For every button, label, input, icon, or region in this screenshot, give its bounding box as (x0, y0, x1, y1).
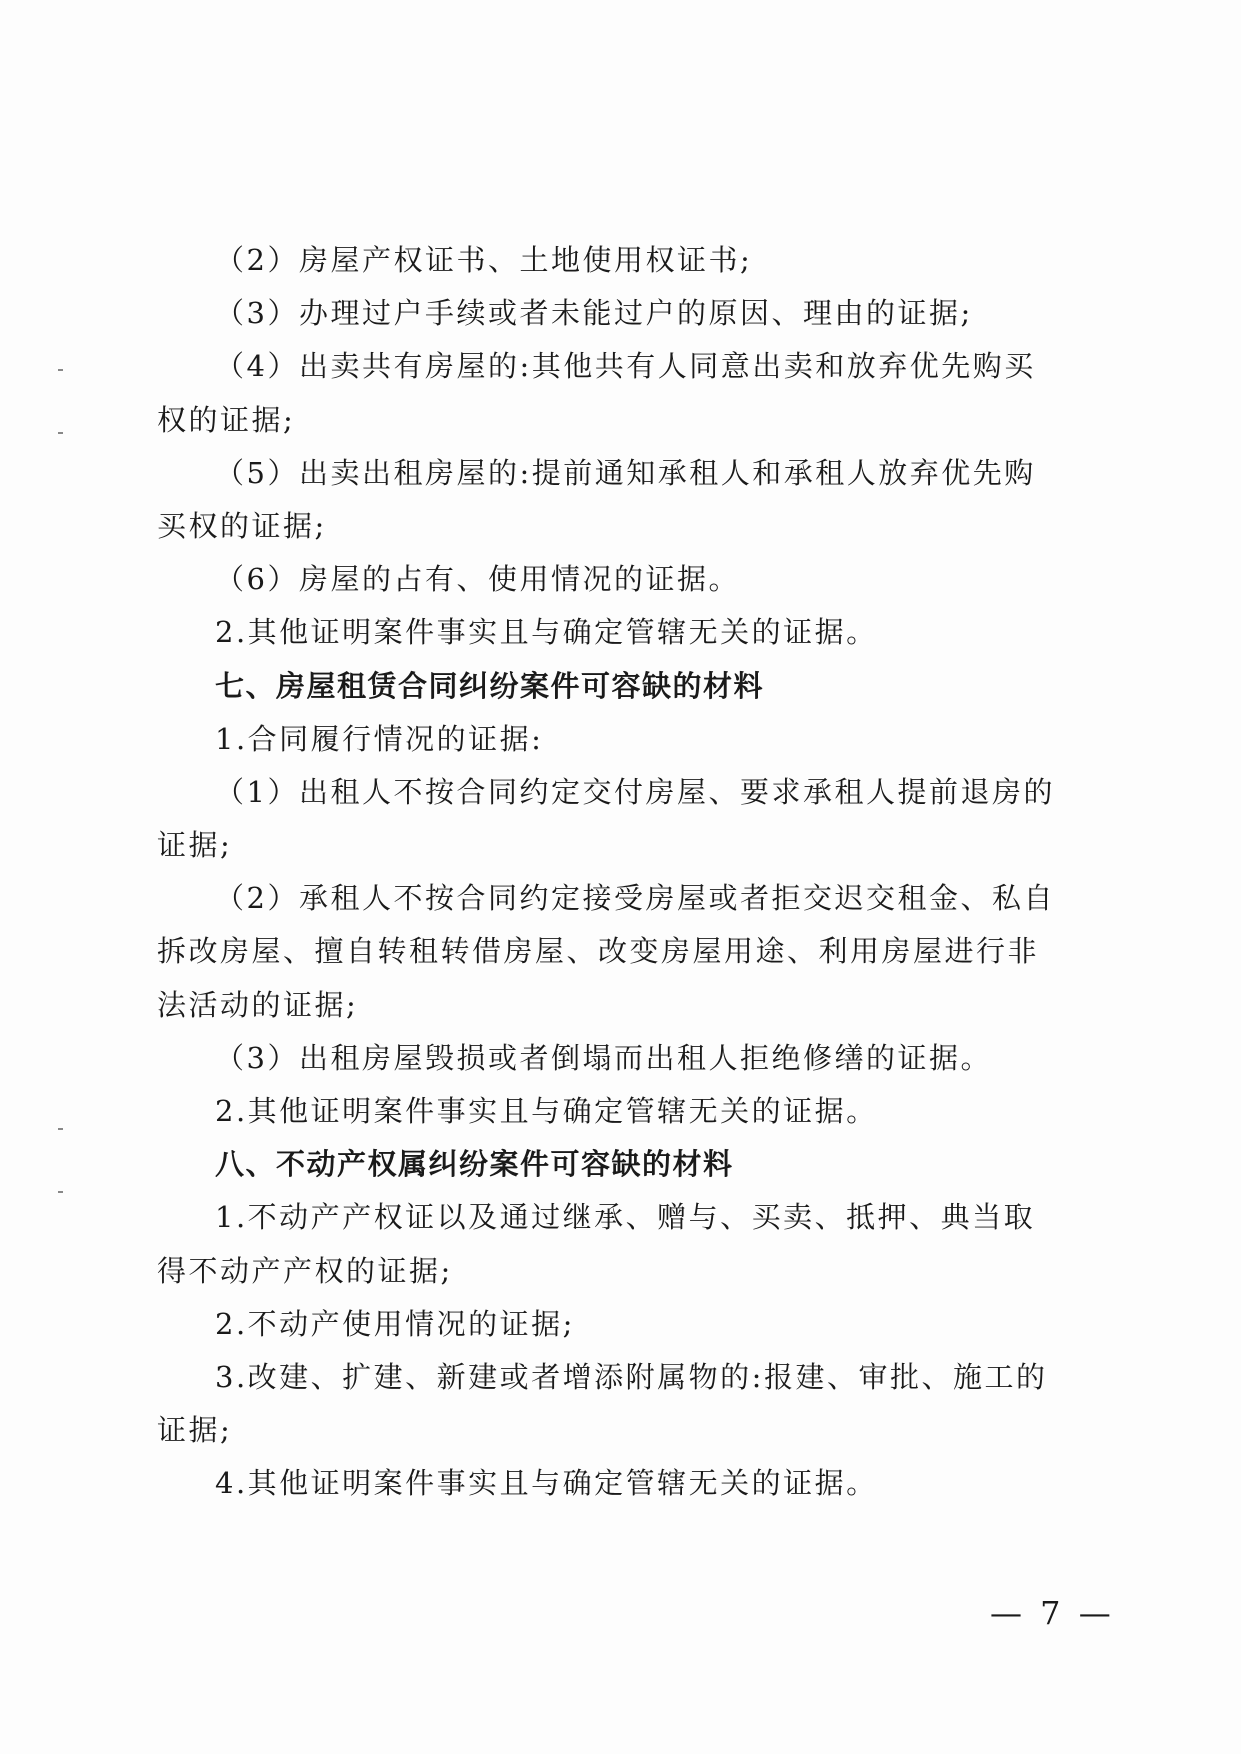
paragraph-line: （2）承租人不按合同约定接受房屋或者拒交迟交租金、私自 (215, 881, 1055, 916)
paragraph-line: （3）办理过户手续或者未能过户的原因、理由的证据; (215, 296, 973, 331)
paragraph-line: （3）出租房屋毁损或者倒塌而出租人拒绝修缮的证据。 (215, 1040, 992, 1075)
paragraph-line: 4.其他证明案件事实且与确定管辖无关的证据。 (215, 1466, 878, 1501)
document-body (157, 234, 1091, 1511)
paragraph-line: 权的证据; (157, 402, 296, 437)
paragraph-line: （1）出租人不按合同约定交付房屋、要求承租人提前退房的 (215, 774, 1055, 809)
paragraph-line: 3.改建、扩建、新建或者增添附属物的:报建、审批、施工的 (215, 1359, 1048, 1394)
paragraph-line: 1.不动产产权证以及通过继承、赠与、买卖、抵押、典当取 (215, 1200, 1036, 1235)
section-heading: 七、房屋租赁合同纠纷案件可容缺的材料 (215, 668, 765, 703)
paragraph-line: （2）房屋产权证书、土地使用权证书; (215, 243, 753, 277)
scan-mark (58, 432, 63, 434)
paragraph-line: 2.其他证明案件事实且与确定管辖无关的证据。 (215, 615, 878, 650)
paragraph-line: （4）出卖共有房屋的:其他共有人同意出卖和放弃优先购买 (215, 349, 1036, 384)
page-number: — 7 — (990, 1594, 1115, 1632)
scan-mark (58, 1128, 63, 1130)
paragraph-line: 法活动的证据; (157, 987, 359, 1022)
paragraph-line: 证据; (157, 828, 233, 863)
paragraph-line: 2.不动产使用情况的证据; (215, 1306, 575, 1341)
paragraph-line: 2.其他证明案件事实且与确定管辖无关的证据。 (215, 1094, 878, 1128)
paragraph-line: 买权的证据; (157, 508, 327, 543)
section-heading: 八、不动产权属纠纷案件可容缺的材料 (215, 1147, 734, 1182)
scan-mark (58, 1191, 63, 1193)
paragraph-line: （6）房屋的占有、使用情况的证据。 (215, 562, 740, 597)
paragraph-line: 1.合同履行情况的证据: (215, 721, 544, 756)
paragraph-line: （5）出卖出租房屋的:提前通知承租人和承租人放弃优先购 (215, 455, 1036, 490)
paragraph-line: 证据; (157, 1413, 233, 1448)
paragraph-line: 得不动产产权的证据; (157, 1253, 453, 1288)
paragraph-line: 拆改房屋、擅自转租转借房屋、改变房屋用途、利用房屋进行非 (157, 934, 1040, 969)
scan-mark (58, 369, 63, 371)
